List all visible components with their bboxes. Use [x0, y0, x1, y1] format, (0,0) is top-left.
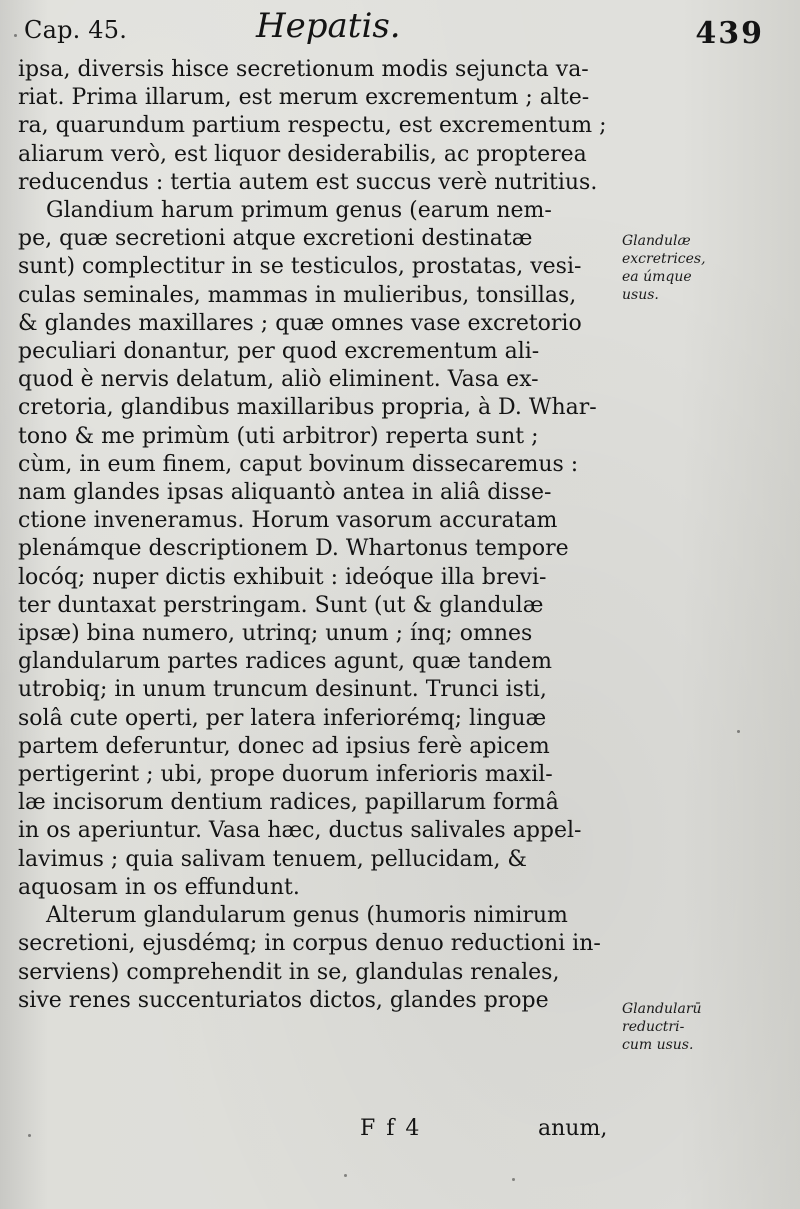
- text-line: lavimus ; quia salivam tenuem, pellucidam, &: [18, 846, 528, 872]
- margin-note-line: excretrices,: [622, 251, 706, 267]
- text-line: utrobiq; in unum truncum desinunt. Trunci isti,: [18, 677, 547, 703]
- text-line: cretoria, glandibus maxillaribus propria, à D. Whar-: [18, 395, 597, 421]
- paper-speck: [512, 1178, 515, 1181]
- main-text-block: [18, 56, 618, 1015]
- text-line: partem deferuntur, donec ad ipsius ferè apicem: [18, 733, 550, 759]
- text-line: ra, quarundum partium respectu, est excrementum ;: [18, 113, 607, 139]
- text-line: aquosam in os effundunt.: [18, 874, 300, 900]
- text-line: ctione inveneramus. Horum vasorum accuratam: [18, 508, 558, 534]
- paragraph-start-line: Glandium harum primum genus (earum nem-: [46, 198, 552, 224]
- text-line: ipsa, diversis hisce secretionum modis sejuncta va-: [18, 57, 589, 82]
- chapter-label: Cap. 45.: [24, 16, 128, 44]
- text-line: glandularum partes radices agunt, quæ tandem: [18, 649, 552, 675]
- text-line: pe, quæ secretioni atque excretioni destinatæ: [18, 226, 533, 252]
- margin-note-line: ea úmque: [622, 269, 692, 285]
- text-line: sive renes succenturiatos dictos, glandes prope: [18, 987, 549, 1013]
- text-line: ter duntaxat perstringam. Sunt (ut & glandulæ: [18, 592, 544, 618]
- margin-note-line: Glandularū: [622, 1001, 702, 1017]
- text-line: quod è nervis delatum, aliò eliminent. Vasa ex-: [18, 367, 539, 393]
- running-title: Hepatis.: [256, 6, 401, 46]
- running-header: [24, 6, 764, 51]
- margin-note-line: usus.: [622, 287, 659, 303]
- paper-speck: [737, 730, 740, 733]
- text-line: & glandes maxillares ; quæ omnes vase excretorio: [18, 310, 582, 336]
- margin-note-line: Glandulæ: [622, 233, 691, 249]
- text-line: culas seminales, mammas in mulieribus, tonsillas,: [18, 282, 577, 308]
- paper-speck: [28, 1134, 31, 1137]
- text-line: locóq; nuper dictis exhibuit : ideóque illa brevi-: [18, 564, 547, 590]
- signature-mark: F f 4: [360, 1116, 422, 1141]
- text-line: peculiari donantur, per quod excrementum ali-: [18, 339, 540, 365]
- text-line: secretioni, ejusdémq; in corpus denuo reductioni in-: [18, 931, 601, 957]
- paragraph-start-line: Alterum glandularum genus (humoris nimirum: [46, 903, 568, 929]
- text-line: sunt) complectitur in se testiculos, prostatas, vesi-: [18, 254, 582, 280]
- page-number: 439: [695, 16, 764, 51]
- text-line: tono & me primùm (uti arbitror) reperta sunt ;: [18, 423, 539, 449]
- text-line: ipsæ) bina numero, utrinq; unum ; ínq; omnes: [18, 621, 533, 647]
- margin-note-line: cum usus.: [622, 1037, 694, 1053]
- catchword: anum,: [538, 1116, 608, 1141]
- margin-note-reductive-glands: [622, 1000, 782, 1054]
- text-line: plenámque descriptionem D. Whartonus tempore: [18, 536, 569, 562]
- page-footer: [360, 1112, 640, 1152]
- paper-speck: [14, 34, 17, 37]
- text-line: læ incisorum dentium radices, papillarum formâ: [18, 790, 559, 816]
- text-line: reducendus : tertia autem est succus verè nutritius.: [18, 169, 598, 195]
- margin-note-line: reductri-: [622, 1019, 685, 1035]
- margin-note-excretory-glands: [622, 232, 782, 304]
- text-line: nam glandes ipsas aliquantò antea in aliâ disse-: [18, 480, 552, 506]
- text-line: in os aperiuntur. Vasa hæc, ductus salivales appel-: [18, 818, 582, 844]
- text-line: cùm, in eum finem, caput bovinum dissecaremus :: [18, 451, 579, 477]
- text-line: pertigerint ; ubi, prope duorum inferioris maxil-: [18, 762, 553, 788]
- text-line: aliarum verò, est liquor desiderabilis, ac propterea: [18, 141, 587, 167]
- text-line: solâ cute operti, per latera inferiorémq; linguæ: [18, 705, 547, 731]
- text-line: serviens) comprehendit in se, glandulas renales,: [18, 959, 560, 985]
- paper-speck: [344, 1174, 347, 1177]
- text-line: riat. Prima illarum, est merum excrementum ; alte-: [18, 85, 590, 111]
